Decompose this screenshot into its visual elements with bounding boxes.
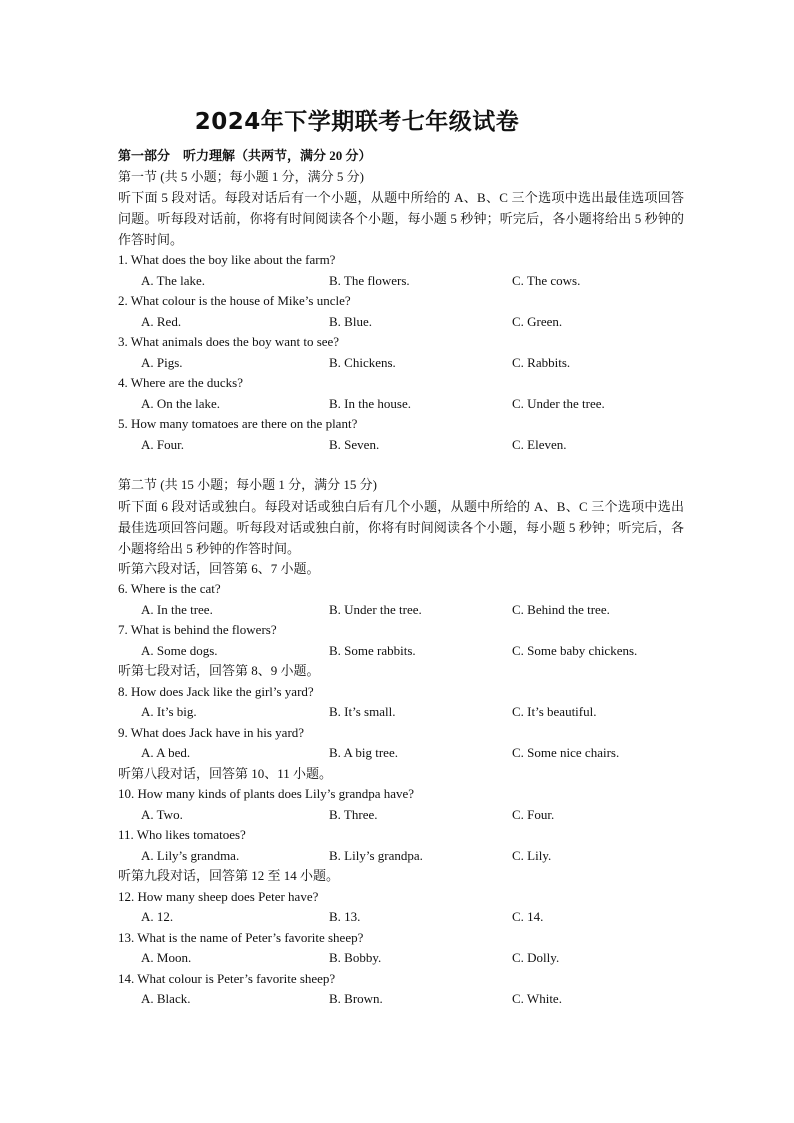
option-b: B. Chickens. [329, 354, 396, 370]
option-c: C. 14. [512, 909, 544, 924]
option-a: A. Black. [141, 991, 191, 1006]
option-a: A. The lake. [141, 272, 206, 288]
option-a: A. Some dogs. [141, 642, 218, 658]
options-row [118, 353, 684, 374]
option-a: A. Red. [141, 313, 182, 329]
option-c: C. It’s beautiful. [512, 704, 597, 719]
option-c: C. Four. [512, 806, 555, 822]
options-row [118, 312, 684, 333]
option-c: C. White. [512, 991, 562, 1006]
option-b: B. Brown. [329, 991, 383, 1006]
options-row [118, 846, 684, 867]
option-a: A. It’s big. [141, 704, 197, 719]
exam-content [118, 146, 684, 1010]
option-b: B. Some rabbits. [329, 642, 416, 658]
option-b: B. In the house. [329, 395, 411, 411]
option-b: B. A big tree. [329, 745, 398, 760]
question-5 [118, 414, 684, 455]
option-b: B. Bobby. [329, 950, 382, 965]
question-13 [118, 928, 684, 969]
question-text: 9. What does Jack have in his yard? [118, 724, 305, 740]
question-text: 7. What is behind the flowers? [118, 622, 277, 637]
option-a: A. On the lake. [141, 395, 221, 411]
option-a: A. Pigs. [141, 354, 183, 370]
options-row [118, 394, 684, 415]
dialogue-8-heading: 听第八段对话，回答第 10、11 小题。 [118, 765, 333, 781]
options-row [118, 435, 684, 456]
section2-header: 第二节 (共 15 小题；每小题 1 分，满分 15 分) [118, 477, 377, 492]
question-text: 12. How many sheep does Peter have? [118, 888, 319, 904]
option-b: B. Blue. [329, 313, 372, 329]
options-row [118, 948, 684, 969]
question-11 [118, 825, 684, 866]
question-9 [118, 723, 684, 764]
question-text: 13. What is the name of Peter’s favorite sheep? [118, 929, 364, 945]
option-c: C. The cows. [512, 272, 581, 288]
question-text: 11. Who likes tomatoes? [118, 827, 246, 842]
option-b: B. Lily’s grandpa. [329, 847, 423, 863]
options-row [118, 600, 684, 621]
dialogue-7-heading: 听第七段对话，回答第 8、9 小题。 [118, 663, 320, 678]
dialogue-9-heading: 听第九段对话，回答第 12 至 14 小题。 [118, 868, 340, 883]
question-text: 4. Where are the ducks? [118, 375, 244, 390]
exam-title: 2024年下学期联考七年级试卷 [194, 109, 520, 135]
option-a: A. In the tree. [141, 601, 213, 617]
question-2 [118, 291, 684, 332]
option-a: A. Two. [141, 806, 183, 822]
option-c: C. Behind the tree. [512, 601, 610, 617]
option-a: A. Lily’s grandma. [141, 847, 240, 863]
question-6 [118, 579, 684, 620]
dialogue-6-heading: 听第六段对话，回答第 6、7 小题。 [118, 560, 320, 576]
option-c: C. Some baby chickens. [512, 642, 638, 658]
question-4 [118, 373, 684, 414]
option-a: A. A bed. [141, 745, 191, 760]
section-spacer [118, 455, 684, 475]
option-b: B. The flowers. [329, 272, 410, 288]
option-b: B. Under the tree. [329, 601, 422, 617]
question-text: 2. What colour is the house of Mike’s uncle? [118, 293, 351, 308]
option-c: C. Dolly. [512, 950, 560, 965]
options-row [118, 271, 684, 292]
options-row [118, 805, 684, 826]
options-row [118, 641, 684, 662]
options-row [118, 907, 684, 928]
question-text: 8. How does Jack like the girl’s yard? [118, 683, 314, 699]
option-c: C. Eleven. [512, 436, 567, 452]
option-b: B. It’s small. [329, 704, 396, 719]
question-text: 14. What colour is Peter’s favorite sheep? [118, 970, 336, 986]
option-b: B. 13. [329, 909, 361, 924]
question-7 [118, 620, 684, 661]
question-text: 10. How many kinds of plants does Lily’s grandpa have? [118, 786, 415, 801]
option-a: A. Four. [141, 436, 184, 452]
options-row [118, 702, 684, 723]
section1-instructions: 听下面 5 段对话。每段对话后有一个小题，从题中所给的 A、B、C 三个选项中选出最佳选项回答问题。听每段对话前，你将有时间阅读各个小题，每小题 5 秒钟；听完后，各小题将给出 5 秒钟的作答时间。 [118, 190, 684, 247]
question-3 [118, 332, 684, 373]
question-10 [118, 784, 684, 825]
option-c: C. Under the tree. [512, 395, 605, 411]
option-c: C. Green. [512, 313, 563, 329]
question-text: 1. What does the boy like about the farm? [118, 252, 336, 267]
options-row [118, 989, 684, 1010]
option-c: C. Lily. [512, 847, 552, 863]
question-text: 3. What animals does the boy want to see? [118, 334, 340, 349]
option-c: C. Rabbits. [512, 354, 571, 370]
option-b: B. Seven. [329, 436, 380, 452]
question-text: 6. Where is the cat? [118, 581, 221, 596]
question-text: 5. How many tomatoes are there on the plant? [118, 416, 358, 431]
section1-header: 第一节 (共 5 小题；每小题 1 分，满分 5 分) [118, 168, 364, 184]
question-8 [118, 682, 684, 723]
question-1 [118, 250, 684, 291]
section2-instructions: 听下面 6 段对话或独白。每段对话或独白后有几个小题，从题中所给的 A、B、C 三个选项中选出最佳选项回答问题。听每段对话或独白前，你将有时间阅读各个小题，每小题 5 秒钟；听完后，各小题将给出 5 秒钟的作答时间。 [118, 498, 684, 556]
option-a: A. 12. [141, 909, 174, 924]
question-14 [118, 969, 684, 1010]
question-12 [118, 887, 684, 928]
option-c: C. Some nice chairs. [512, 745, 620, 760]
part1-header: 第一部分 听力理解（共两节，满分 20 分） [118, 148, 372, 163]
options-row [118, 743, 684, 764]
option-a: A. Moon. [141, 950, 192, 965]
option-b: B. Three. [329, 806, 378, 822]
